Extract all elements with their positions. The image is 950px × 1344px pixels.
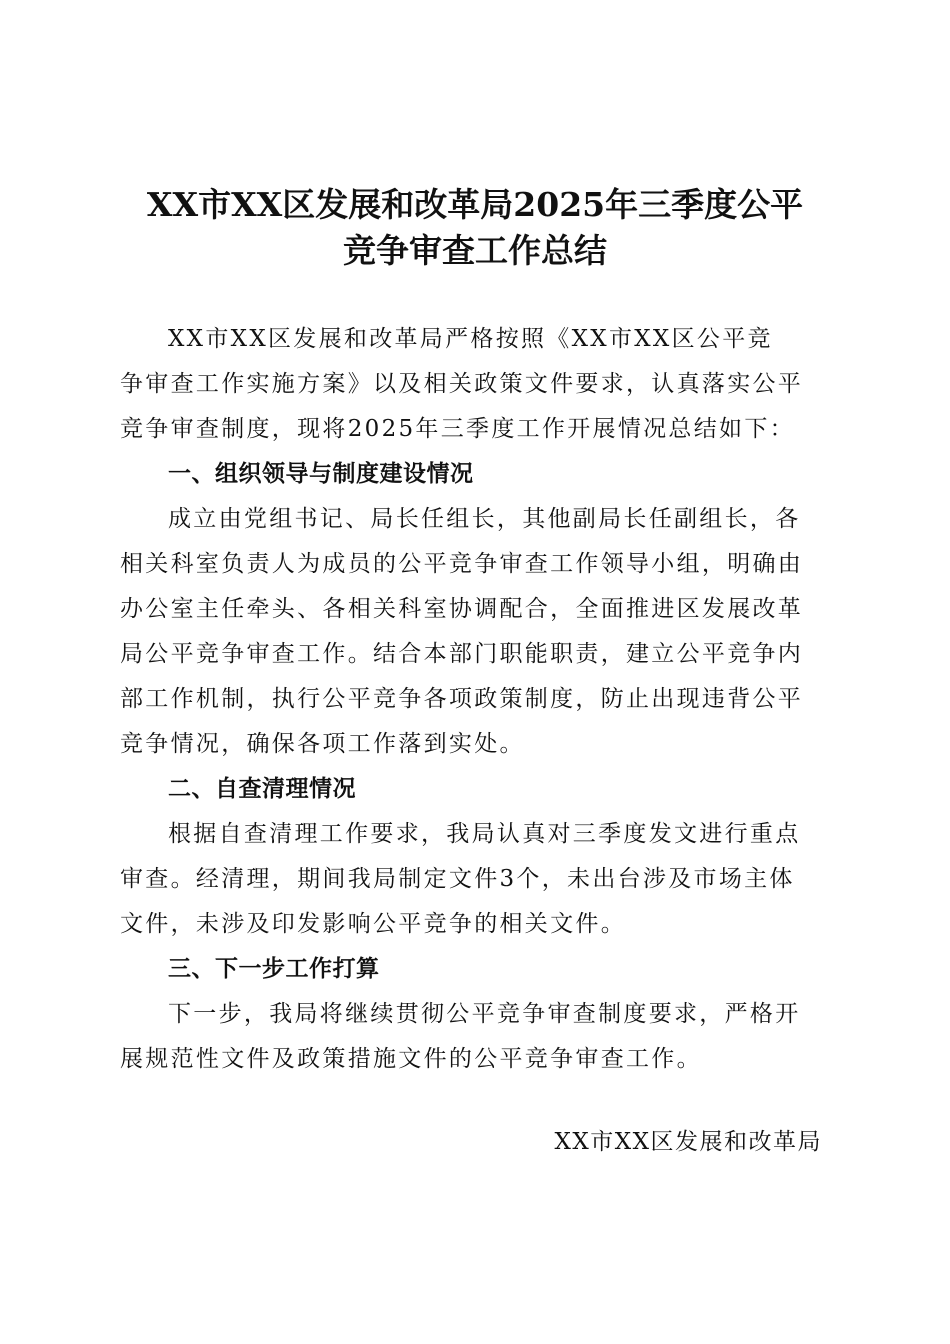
section2-heading: 二、自查清理情况 [168, 776, 356, 802]
section1-heading: 一、组织领导与制度建设情况 [168, 461, 474, 487]
section1-line-5: 部工作机制，执行公平竞争各项政策制度，防止出现违背公平 [120, 686, 804, 712]
section2-line-3: 文件，未涉及印发影响公平竞争的相关文件。 [120, 911, 626, 937]
document-title-line2: 竞争审查工作总结 [343, 231, 607, 270]
section3-heading: 三、下一步工作打算 [168, 956, 380, 982]
section3-line-2: 展规范性文件及政策措施文件的公平竞争审查工作。 [120, 1046, 702, 1072]
section1-line-4: 局公平竞争审查工作。结合本部门职能职责，建立公平竞争内 [120, 641, 804, 667]
intro-line-2: 争审查工作实施方案》以及相关政策文件要求，认真落实公平 [120, 371, 804, 397]
document-title-line1: XX市XX区发展和改革局2025年三季度公平 [146, 185, 804, 224]
intro-line-3: 竞争审查制度，现将2025年三季度工作开展情况总结如下： [120, 416, 795, 442]
intro-line-1: XX市XX区发展和改革局严格按照《XX市XX区公平竞 [168, 326, 773, 352]
signature: XX市XX区发展和改革局 [554, 1129, 822, 1155]
section1-line-3: 办公室主任牵头、各相关科室协调配合，全面推进区发展改革 [120, 596, 804, 622]
section3-line-1: 下一步，我局将继续贯彻公平竞争审查制度要求，严格开 [168, 1001, 801, 1027]
section1-line-1: 成立由党组书记、局长任组长，其他副局长任副组长，各 [168, 506, 801, 532]
section2-line-2: 审查。经清理，期间我局制定文件3个，未出台涉及市场主体 [120, 866, 795, 892]
section1-line-2: 相关科室负责人为成员的公平竞争审查工作领导小组，明确由 [120, 551, 804, 577]
section1-line-6: 竞争情况，确保各项工作落到实处。 [120, 731, 525, 757]
section2-line-1: 根据自查清理工作要求，我局认真对三季度发文进行重点 [168, 821, 801, 847]
